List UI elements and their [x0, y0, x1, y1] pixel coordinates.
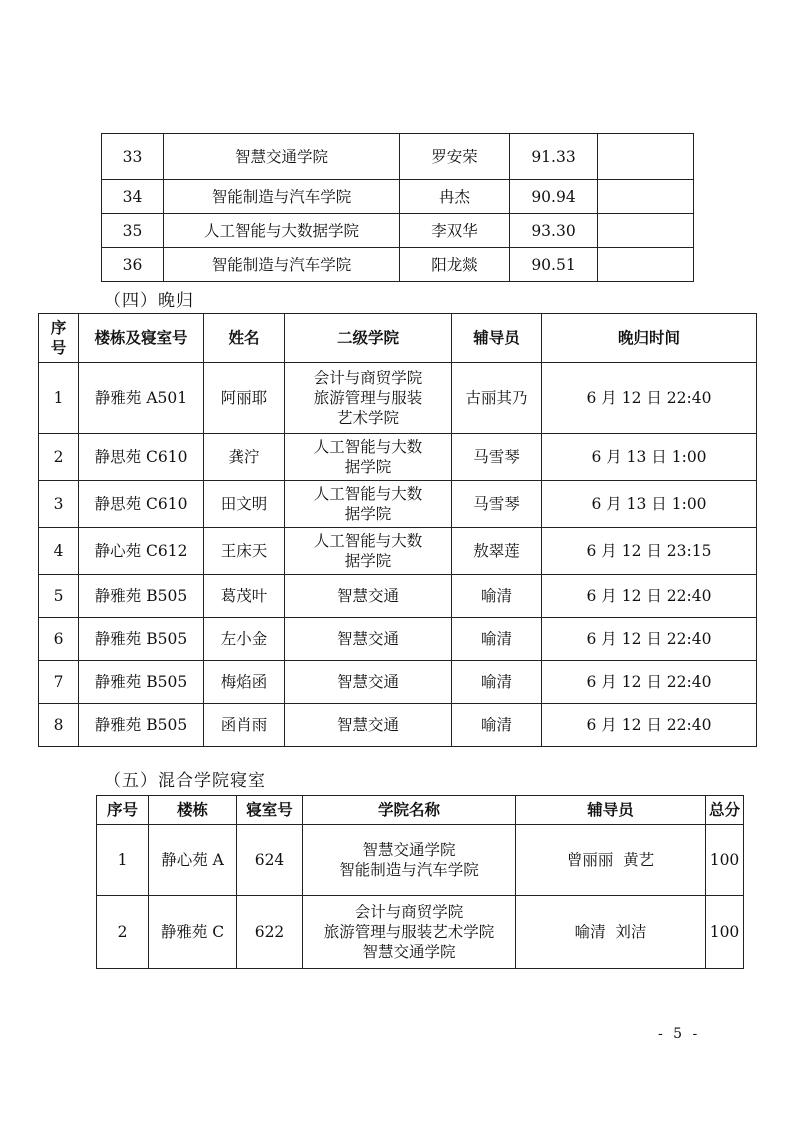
counselor-cell: 喻清 — [452, 575, 542, 618]
time-cell: 6 月 12 日 22:40 — [542, 704, 757, 747]
name-cell: 阳龙燚 — [400, 248, 510, 282]
table-row — [97, 825, 744, 896]
college-cell: 人工智能与大数 据学院 — [285, 481, 452, 528]
header-row — [39, 314, 757, 363]
college-cell: 智慧交通学院 — [164, 134, 400, 180]
mixed-dorm-table — [96, 795, 744, 969]
college-cell: 智慧交通 — [285, 661, 452, 704]
building-cell: 静心苑 A — [149, 825, 237, 896]
college-cell: 会计与商贸学院 旅游管理与服装 艺术学院 — [285, 363, 452, 434]
table-row — [39, 618, 757, 661]
row-number: 6 — [39, 618, 79, 661]
college-cell: 智能制造与汽车学院 — [164, 248, 400, 282]
header-name: 姓名 — [204, 314, 285, 363]
name-cell: 阿丽耶 — [204, 363, 285, 434]
name-cell: 王床天 — [204, 528, 285, 575]
college-cell: 智慧交通 — [285, 575, 452, 618]
score-cell: 90.94 — [510, 180, 598, 214]
score-cell: 90.51 — [510, 248, 598, 282]
table-row — [102, 134, 694, 180]
room-cell: 624 — [237, 825, 303, 896]
name-cell: 李双华 — [400, 214, 510, 248]
counselor-cell: 古丽其乃 — [452, 363, 542, 434]
table-row — [39, 661, 757, 704]
college-cell: 人工智能与大数 据学院 — [285, 528, 452, 575]
room-cell: 静心苑 C612 — [79, 528, 204, 575]
room-cell: 静雅苑 B505 — [79, 575, 204, 618]
room-cell: 静雅苑 B505 — [79, 661, 204, 704]
college-cell: 会计与商贸学院 旅游管理与服装艺术学院 智慧交通学院 — [303, 896, 516, 969]
header-time: 晚归时间 — [542, 314, 757, 363]
score-cell: 91.33 — [510, 134, 598, 180]
row-number: 35 — [102, 214, 164, 248]
row-number: 4 — [39, 528, 79, 575]
table-row — [97, 896, 744, 969]
name-cell: 函肖雨 — [204, 704, 285, 747]
name-cell: 田文明 — [204, 481, 285, 528]
row-number: 1 — [39, 363, 79, 434]
time-cell: 6 月 12 日 22:40 — [542, 661, 757, 704]
room-cell: 静思苑 C610 — [79, 434, 204, 481]
row-number: 1 — [97, 825, 149, 896]
header-building: 楼栋 — [149, 796, 237, 825]
room-cell: 静雅苑 A501 — [79, 363, 204, 434]
header-college: 学院名称 — [303, 796, 516, 825]
table-row — [39, 363, 757, 434]
header-row — [97, 796, 744, 825]
counselor-cell: 喻清 — [452, 704, 542, 747]
time-cell: 6 月 12 日 22:40 — [542, 618, 757, 661]
page-number: - 5 - — [658, 1026, 701, 1042]
name-cell: 龚泞 — [204, 434, 285, 481]
name-cell: 梅焰函 — [204, 661, 285, 704]
header-counselor: 辅导员 — [516, 796, 706, 825]
header-no: 序 号 — [39, 314, 79, 363]
row-number: 33 — [102, 134, 164, 180]
score-cell: 93.30 — [510, 214, 598, 248]
college-cell: 智慧交通 — [285, 704, 452, 747]
room-cell: 静雅苑 B505 — [79, 618, 204, 661]
late-return-table — [38, 313, 757, 747]
row-number: 7 — [39, 661, 79, 704]
row-number: 2 — [39, 434, 79, 481]
time-cell: 6 月 12 日 23:15 — [542, 528, 757, 575]
header-room: 寝室号 — [237, 796, 303, 825]
counselor-cell: 敖翠莲 — [452, 528, 542, 575]
counselor-cell: 喻清 — [452, 661, 542, 704]
time-cell: 6 月 13 日 1:00 — [542, 481, 757, 528]
table-row — [39, 481, 757, 528]
building-cell: 静雅苑 C — [149, 896, 237, 969]
note-cell — [598, 248, 694, 282]
college-cell: 智慧交通 — [285, 618, 452, 661]
table-row — [102, 214, 694, 248]
row-number: 2 — [97, 896, 149, 969]
header-building-room: 楼栋及寝室号 — [79, 314, 204, 363]
table-row — [39, 434, 757, 481]
row-number: 3 — [39, 481, 79, 528]
counselor-cell: 曾丽丽 黄艺 — [516, 825, 706, 896]
header-counselor: 辅导员 — [452, 314, 542, 363]
row-number: 8 — [39, 704, 79, 747]
name-cell: 罗安荣 — [400, 134, 510, 180]
time-cell: 6 月 12 日 22:40 — [542, 363, 757, 434]
counselor-cell: 马雪琴 — [452, 434, 542, 481]
name-cell: 冉杰 — [400, 180, 510, 214]
time-cell: 6 月 13 日 1:00 — [542, 434, 757, 481]
room-cell: 622 — [237, 896, 303, 969]
college-cell: 智能制造与汽车学院 — [164, 180, 400, 214]
section-heading-late-return: （四）晚归 — [104, 291, 194, 311]
header-total: 总分 — [706, 796, 744, 825]
table-row — [102, 248, 694, 282]
time-cell: 6 月 12 日 22:40 — [542, 575, 757, 618]
section-heading-mixed-dorm: （五）混合学院寝室 — [104, 771, 266, 791]
note-cell — [598, 180, 694, 214]
table-row — [102, 180, 694, 214]
counselor-cell: 马雪琴 — [452, 481, 542, 528]
room-cell: 静雅苑 B505 — [79, 704, 204, 747]
name-cell: 葛茂叶 — [204, 575, 285, 618]
counselor-cell: 喻清 — [452, 618, 542, 661]
table-row — [39, 704, 757, 747]
header-no: 序号 — [97, 796, 149, 825]
row-number: 34 — [102, 180, 164, 214]
note-cell — [598, 134, 694, 180]
note-cell — [598, 214, 694, 248]
counselor-cell: 喻清 刘洁 — [516, 896, 706, 969]
table-row — [39, 528, 757, 575]
header-college: 二级学院 — [285, 314, 452, 363]
name-cell: 左小金 — [204, 618, 285, 661]
total-cell: 100 — [706, 896, 744, 969]
row-number: 5 — [39, 575, 79, 618]
college-cell: 人工智能与大数 据学院 — [285, 434, 452, 481]
college-cell: 智慧交通学院 智能制造与汽车学院 — [303, 825, 516, 896]
score-table — [101, 133, 694, 282]
total-cell: 100 — [706, 825, 744, 896]
college-cell: 人工智能与大数据学院 — [164, 214, 400, 248]
row-number: 36 — [102, 248, 164, 282]
table-row — [39, 575, 757, 618]
room-cell: 静思苑 C610 — [79, 481, 204, 528]
